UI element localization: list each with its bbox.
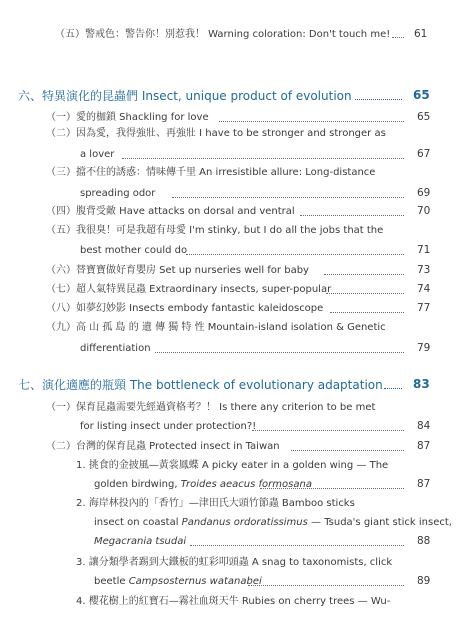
entry-title: 替寶寶做好育嬰房 Set up nurseries well for baby: [76, 265, 309, 276]
entry-marker: （五）: [46, 225, 76, 236]
entry-marker: （二）: [46, 441, 76, 452]
entry-marker: （六）: [46, 265, 76, 276]
page-number: 89: [417, 575, 431, 587]
toc-entry[interactable]: [46, 440, 280, 454]
toc-subentry[interactable]: [76, 497, 355, 511]
page-number: 73: [417, 264, 431, 276]
toc-entry[interactable]: [46, 127, 386, 141]
entry-title: 愛的枷鎖 Shackling for love: [76, 112, 209, 123]
toc-entry[interactable]: [46, 401, 375, 415]
chapter-page-number: 65: [413, 88, 430, 102]
toc-subentry[interactable]: [76, 556, 392, 570]
entry-marker: （四）: [46, 206, 76, 217]
subentry-marker: 2.: [76, 498, 86, 509]
leader-dots: [219, 121, 404, 122]
entry-title: 警戒色：警告你！別惹我！ Warning coloration: Don't touch me!: [85, 29, 391, 40]
leader-dots: [330, 312, 404, 313]
page-number: 65: [417, 111, 431, 123]
subentry-title-continued: [94, 478, 312, 492]
text: insect on coastal: [94, 517, 182, 528]
text: beetle: [94, 576, 129, 587]
leader-dots: [326, 293, 404, 294]
text: — Tsuda's giant stick insect,: [307, 517, 452, 528]
subentry-title: 挑食的金披風—黃裳鳳蝶 A picky eater in a golden wing — The: [88, 460, 389, 471]
species-name: Megacrania tsudai: [94, 536, 187, 547]
page-number: 70: [417, 205, 431, 217]
chapter-page-number: 83: [413, 377, 430, 391]
species-name: Pandanus ordoratissimus: [181, 517, 308, 528]
entry-title: 擋不住的誘惑：情味傳千里 An irresistible allure: Long-distance: [76, 167, 376, 178]
subentry-marker: 4.: [76, 596, 86, 607]
leader-dots: [248, 585, 404, 586]
page-number: 79: [417, 342, 431, 354]
toc-subentry[interactable]: [76, 459, 388, 473]
leader-dots: [172, 197, 404, 198]
entry-marker: （八）: [46, 303, 76, 314]
chapter-heading[interactable]: [18, 378, 383, 392]
chapter-heading[interactable]: [18, 89, 352, 103]
entry-title-continued: differentiation: [80, 343, 151, 354]
species-name: Troides aeacus formosana: [180, 479, 312, 490]
subentry-title: 海岸林投內的「香竹」—津田氏大頭竹節蟲 Bamboo sticks: [88, 498, 355, 509]
leader-dots: [190, 545, 404, 546]
subentry-title-continued: [94, 575, 262, 589]
page-number: 87: [417, 440, 431, 452]
toc-entry[interactable]: [55, 28, 390, 42]
leader-dots: [300, 215, 404, 216]
entry-title-continued: for listing insect under protection?!: [80, 421, 257, 432]
toc-entry[interactable]: [46, 321, 386, 335]
toc-entry[interactable]: [46, 205, 295, 219]
entry-marker: （九）: [46, 322, 76, 333]
text: golden birdwing,: [94, 479, 181, 490]
page-number: 84: [417, 420, 431, 432]
page-number: 61: [414, 28, 428, 40]
entry-marker: （七）: [46, 284, 76, 295]
entry-title-continued: best mother could do: [80, 245, 188, 256]
leader-dots: [122, 158, 404, 159]
entry-title: 腹背受敵 Have attacks on dorsal and ventral: [76, 206, 295, 217]
leader-dots: [155, 352, 404, 353]
subentry-title: 讓分類學者踢到大鐵板的虹彩叩頭蟲 A snag to taxonomists, click: [88, 557, 393, 568]
page-number: 87: [417, 478, 431, 490]
entry-title: 因為愛，我得強壯、再強壯 I have to be stronger and stronger as: [76, 128, 386, 139]
entry-title: 高 山 孤 島 的 遺 傳 獨 特 性 Mountain-island isolation & Genetic: [76, 322, 386, 333]
leader-dots: [252, 430, 404, 431]
subentry-marker: 3.: [76, 557, 86, 568]
species-name: Campsosternus watanabei: [128, 576, 262, 587]
chapter-title: 演化適應的瓶頸 The bottleneck of evolutionary adaptation: [42, 378, 383, 392]
page-number: 69: [417, 187, 431, 199]
leader-dots: [384, 388, 402, 389]
entry-title: 保育昆蟲需要先經過資格考？！ Is there any criterion to be met: [76, 402, 376, 413]
entry-marker: （一）: [46, 402, 76, 413]
leader-dots: [186, 254, 404, 255]
toc-entry[interactable]: [46, 224, 383, 238]
leader-dots: [260, 488, 404, 489]
entry-title: 如夢幻妙影 Insects embody fantastic kaleidoscope: [76, 303, 324, 314]
subentry-marker: 1.: [76, 460, 86, 471]
toc-entry[interactable]: [46, 166, 375, 180]
toc-entry[interactable]: [46, 111, 209, 125]
subentry-title-continued: [94, 535, 186, 549]
leader-dots: [324, 274, 404, 275]
subentry-title-continued: [94, 516, 452, 530]
leader-dots: [392, 37, 404, 38]
chapter-marker: 六、: [18, 89, 43, 103]
entry-title: 台灣的保育昆蟲 Protected insect in Taiwan: [76, 441, 280, 452]
entry-marker: （二）: [46, 128, 76, 139]
entry-title-continued: a lover: [80, 149, 115, 160]
chapter-title: 特異演化的昆蟲們 Insect, unique product of evolution: [42, 89, 352, 103]
leader-dots: [291, 450, 404, 451]
entry-marker: （三）: [46, 167, 76, 178]
page-number: 71: [417, 244, 431, 256]
entry-title: 超人氣特異昆蟲 Extraordinary insects, super-popular: [76, 284, 332, 295]
toc-entry[interactable]: [46, 302, 323, 316]
entry-title-continued: spreading odor: [80, 188, 156, 199]
chapter-marker: 七、: [18, 378, 43, 392]
subentry-title: 櫻花樹上的紅寶石—霧社血斑天牛 Rubies on cherry trees — Wu-: [88, 596, 391, 607]
toc-entry[interactable]: [46, 264, 309, 278]
page-number: 74: [417, 283, 431, 295]
entry-marker: （一）: [46, 112, 76, 123]
page-number: 88: [417, 535, 431, 547]
toc-entry[interactable]: [46, 283, 331, 297]
page-number: 77: [417, 302, 431, 314]
leader-dots: [355, 99, 402, 100]
entry-marker: （五）: [55, 29, 85, 40]
page-number: 67: [417, 148, 431, 160]
entry-title: 我很臭！可是我超有母愛 I'm stinky, but I do all the jobs that the: [76, 225, 384, 236]
toc-subentry[interactable]: [76, 595, 390, 609]
